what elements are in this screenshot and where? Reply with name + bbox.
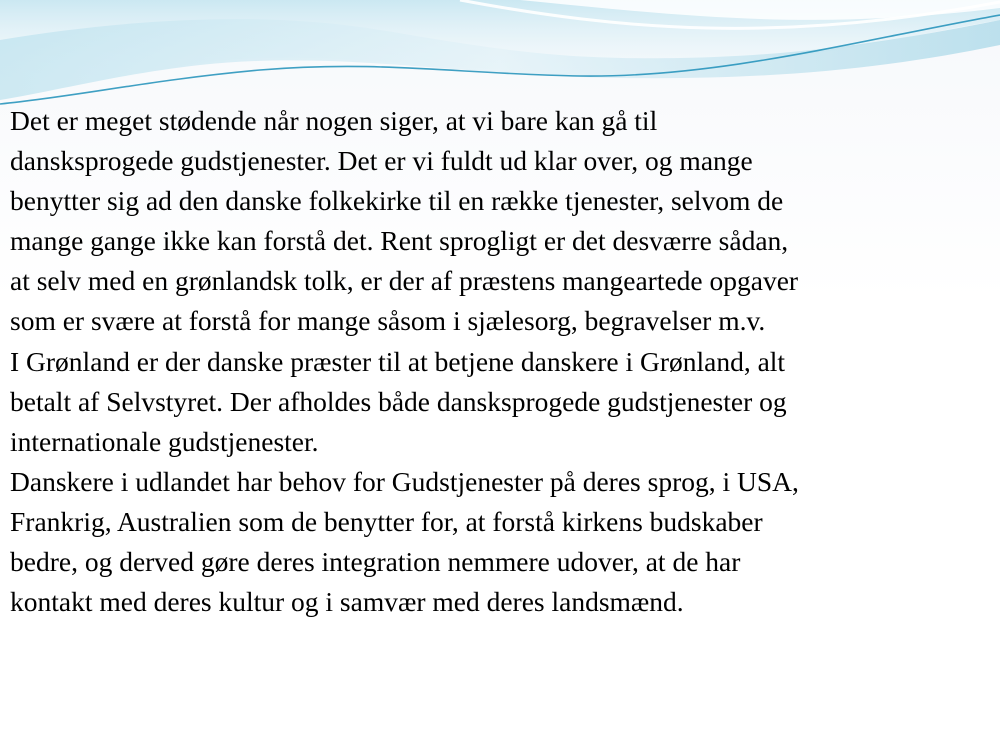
text-line: benytter sig ad den danske folkekirke til en række tjenester, selvom de xyxy=(10,185,784,217)
text-line: bedre, og derved gøre deres integration nemmere udover, at de har xyxy=(10,546,741,578)
text-line: kontakt med deres kultur og i samvær med deres landsmænd. xyxy=(10,586,684,618)
text-line: dansksprogede gudstjenester. Det er vi fuldt ud klar over, og mange xyxy=(10,145,753,177)
text-line: betalt af Selvstyret. Der afholdes både dansksprogede gudstjenester og xyxy=(10,385,787,417)
paragraph-3 xyxy=(10,462,985,622)
text-line: at selv med en grønlandsk tolk, er der af præstens mangeartede opgaver xyxy=(10,265,799,297)
text-line: Danskere i udlandet har behov for Gudstjenester på deres sprog, i USA, xyxy=(10,465,799,497)
text-line: Det er meget stødende når nogen siger, at vi bare kan gå til xyxy=(10,105,658,136)
text-line: Frankrig, Australien som de benytter for, at forstå kirkens budskaber xyxy=(10,505,763,537)
paragraph-1 xyxy=(10,101,985,342)
text-line: mange gange ikke kan forstå det. Rent sprogligt er det desværre sådan, xyxy=(10,225,789,257)
text-line: som er svære at forstå for mange såsom i sjælesorg, begravelser m.v. xyxy=(10,305,766,337)
paragraph-2 xyxy=(10,342,985,462)
slide-body-text xyxy=(10,101,985,622)
text-line: internationale gudstjenester. xyxy=(10,425,319,457)
text-line: I Grønland er der danske præster til at betjene danskere i Grønland, alt xyxy=(10,345,786,377)
wave-header-decoration xyxy=(0,0,1000,110)
